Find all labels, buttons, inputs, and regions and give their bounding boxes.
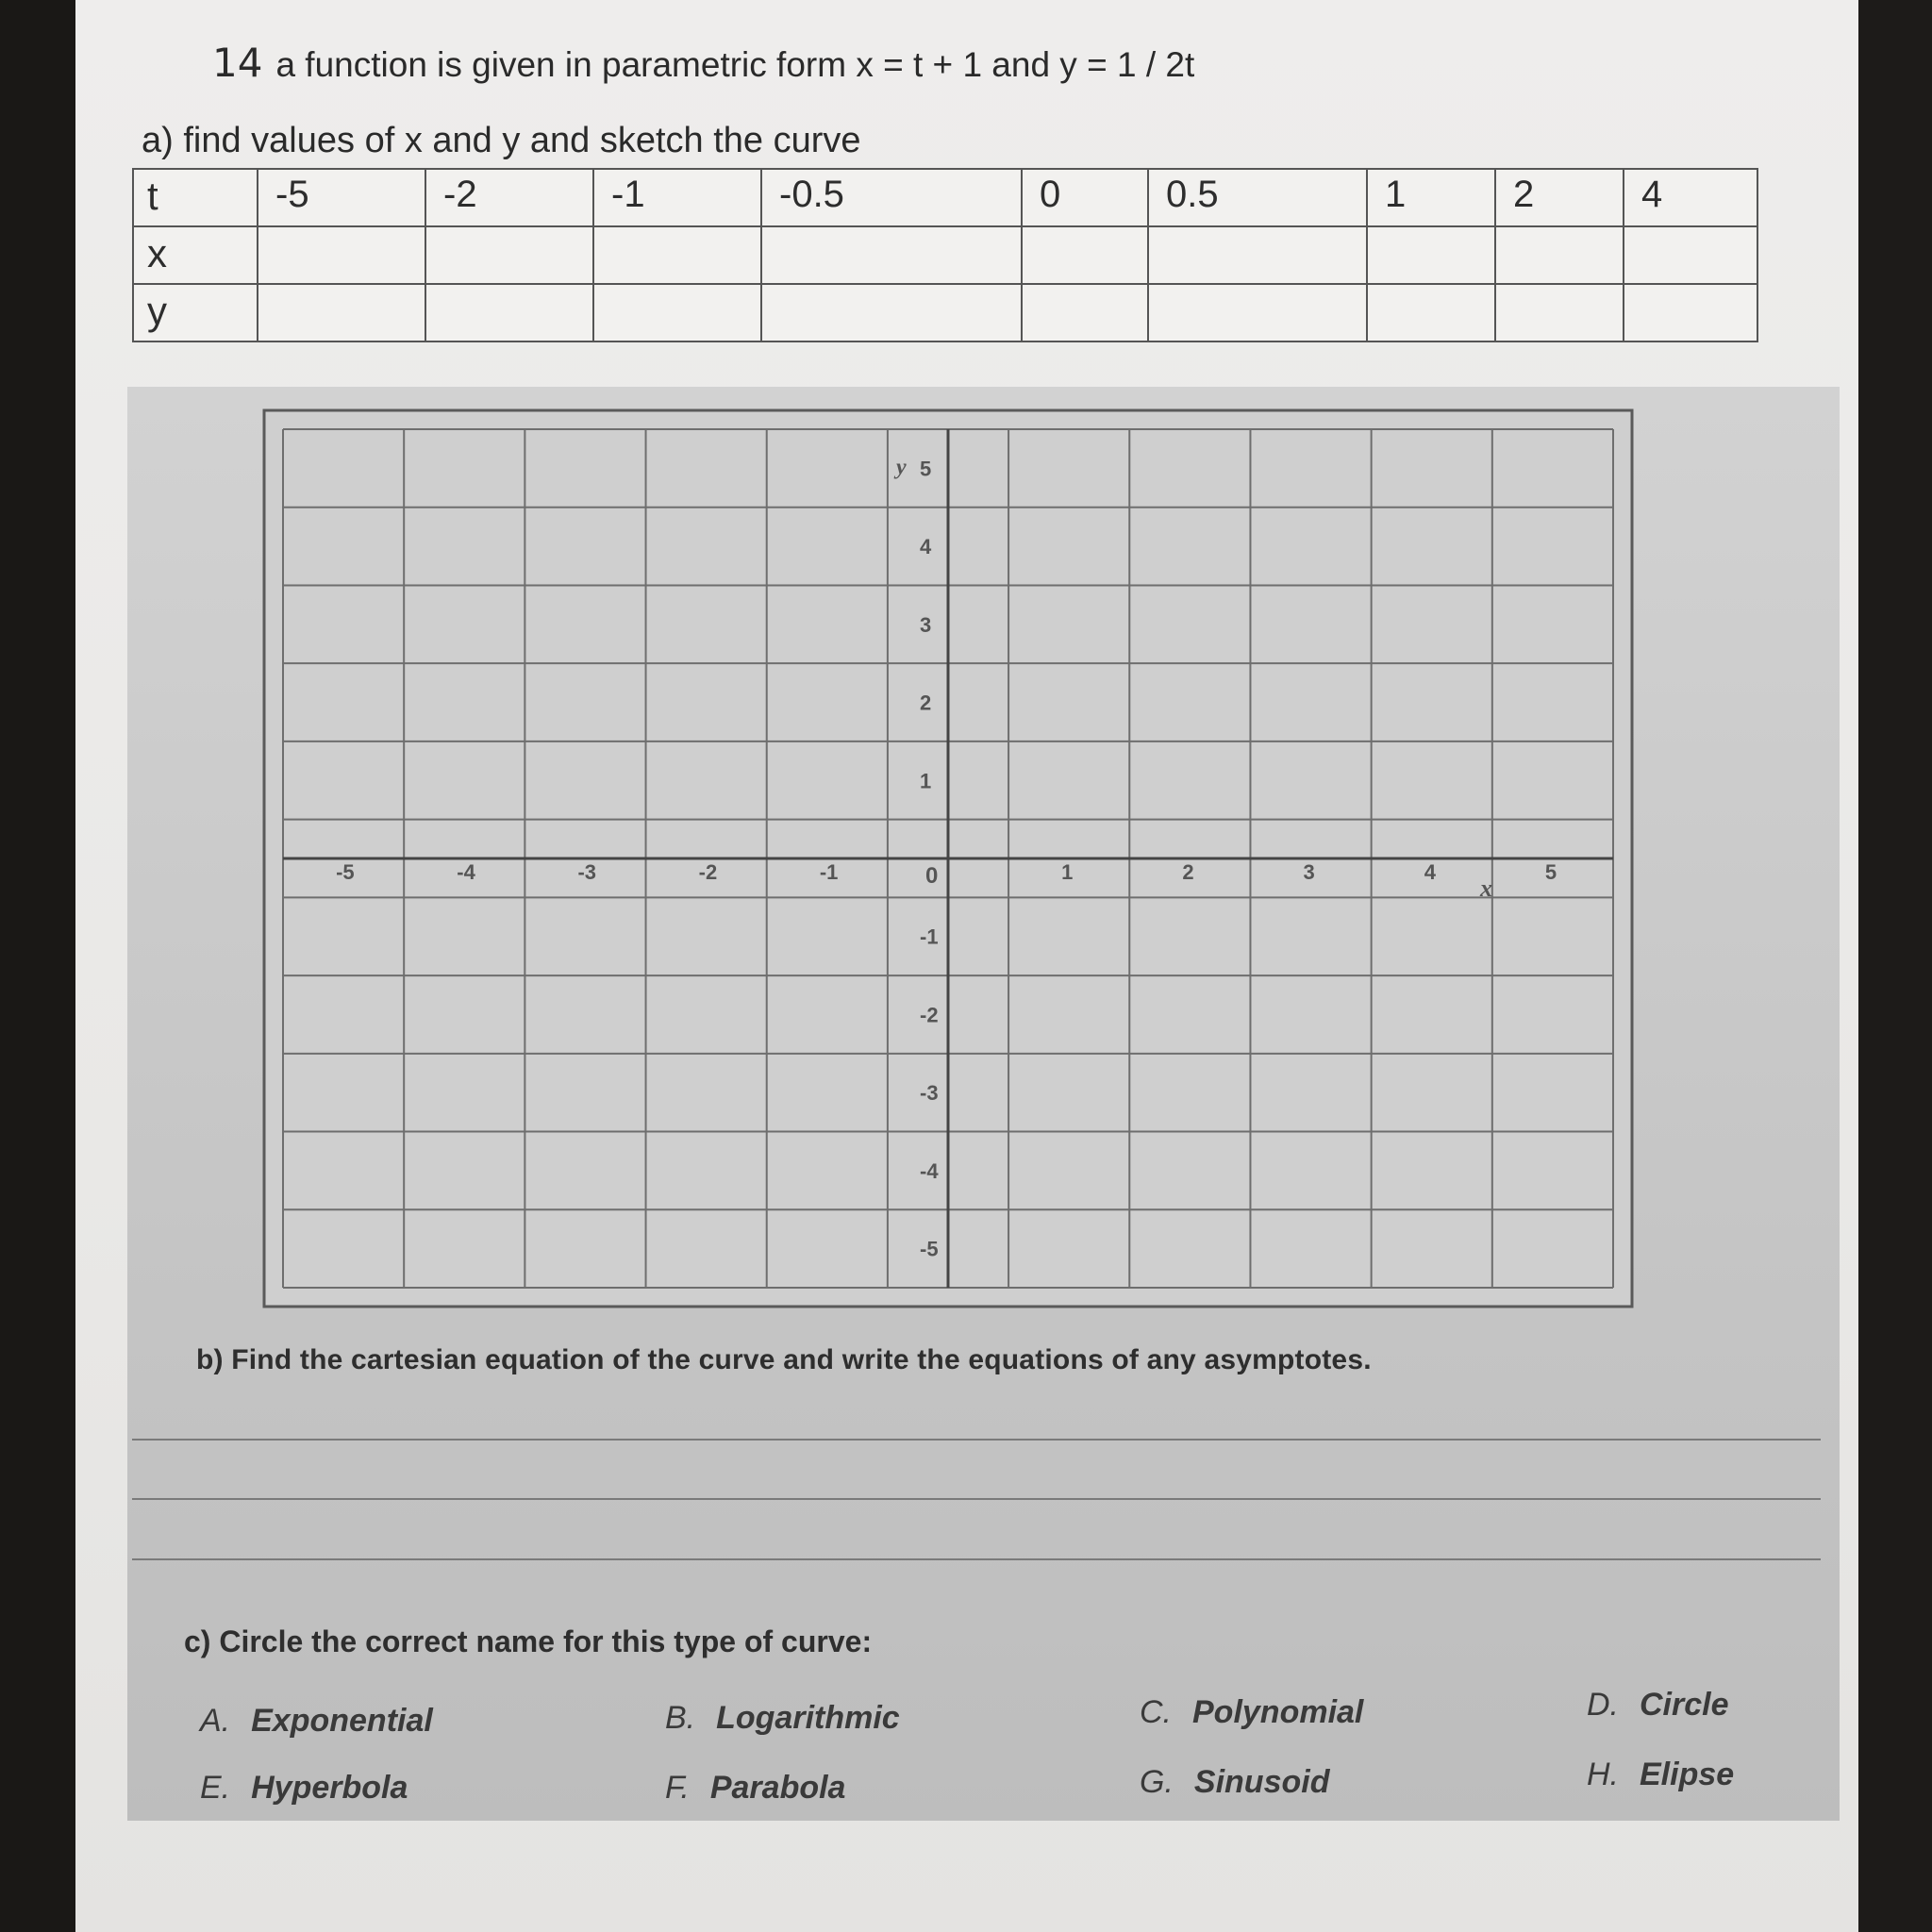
t-cell: -2 (425, 169, 593, 226)
option-g-sinusoid[interactable] (1140, 1764, 1329, 1801)
row-label-x: x (133, 226, 258, 284)
y-answer-cell[interactable] (1624, 284, 1757, 341)
y-answer-cell[interactable] (1367, 284, 1495, 341)
x-tick-label: 1 (1061, 860, 1074, 884)
option-e-hyperbola[interactable] (200, 1770, 408, 1807)
x-tick-label: -3 (577, 860, 597, 884)
option-label: Elipse (1640, 1757, 1735, 1792)
x-answer-cell[interactable] (1022, 226, 1148, 284)
t-cell: 2 (1495, 169, 1624, 226)
x-tick-label: -5 (336, 860, 355, 884)
values-table (132, 168, 1758, 342)
x-answer-cell[interactable] (1367, 226, 1495, 284)
option-label: Exponential (251, 1703, 433, 1739)
question-number: 14 (212, 40, 263, 86)
option-a-exponential[interactable] (200, 1703, 433, 1740)
part-b-instruction: b) Find the cartesian equation of the curve and write the equations of any asymptotes. (196, 1344, 1372, 1375)
option-h-elipse[interactable] (1587, 1757, 1734, 1793)
t-cell: 1 (1367, 169, 1495, 226)
y-axis-label: y (896, 455, 907, 480)
x-axis-label: x (1480, 874, 1492, 902)
y-answer-cell[interactable] (593, 284, 761, 341)
option-letter: E. (200, 1770, 231, 1806)
y-answer-cell[interactable] (1495, 284, 1624, 341)
origin-label: 0 (925, 863, 939, 889)
x-answer-cell[interactable] (1148, 226, 1367, 284)
option-label: Hyperbola (251, 1770, 408, 1806)
row-label-y: y (133, 284, 258, 341)
x-tick-label: 5 (1544, 860, 1557, 884)
option-label: Logarithmic (716, 1700, 900, 1736)
x-tick-label: 3 (1303, 860, 1315, 884)
option-letter: D. (1587, 1687, 1619, 1723)
y-tick-label: -2 (920, 1003, 939, 1027)
y-answer-cell[interactable] (258, 284, 425, 341)
y-tick-label: -4 (920, 1158, 939, 1183)
x-answer-cell[interactable] (593, 226, 761, 284)
y-tick-label: -3 (920, 1081, 939, 1106)
option-letter: C. (1140, 1694, 1172, 1730)
t-cell: -5 (258, 169, 425, 226)
t-cell: 4 (1624, 169, 1757, 226)
y-tick-label: 5 (920, 457, 932, 481)
option-letter: B. (665, 1700, 696, 1736)
option-letter: F. (665, 1770, 690, 1806)
row-label-t: t (133, 169, 258, 226)
x-tick-label: -4 (457, 860, 475, 884)
x-tick-label: -1 (819, 860, 839, 884)
option-letter: H. (1587, 1757, 1619, 1792)
answer-line-1[interactable] (132, 1439, 1821, 1441)
option-letter: A. (200, 1703, 231, 1739)
question-heading (212, 40, 1194, 86)
x-tick-label: 2 (1182, 860, 1194, 884)
x-answer-cell[interactable] (1624, 226, 1757, 284)
option-b-logarithmic[interactable] (665, 1700, 900, 1737)
y-answer-cell[interactable] (1148, 284, 1367, 341)
x-answer-cell[interactable] (258, 226, 425, 284)
x-answer-cell[interactable] (425, 226, 593, 284)
y-tick-label: 3 (920, 612, 932, 637)
table-row-y (133, 284, 1757, 341)
option-d-circle[interactable] (1587, 1687, 1729, 1724)
option-label: Parabola (709, 1770, 846, 1806)
y-tick-label: 4 (920, 535, 932, 559)
option-c-polynomial[interactable] (1140, 1694, 1363, 1731)
x-answer-cell[interactable] (761, 226, 1022, 284)
t-cell: -1 (593, 169, 761, 226)
question-text: a function is given in parametric form x = t + 1 and y = 1 / 2t (275, 45, 1195, 84)
y-answer-cell[interactable] (425, 284, 593, 341)
option-label: Sinusoid (1193, 1764, 1330, 1800)
t-cell: -0.5 (761, 169, 1022, 226)
part-c-instruction: c) Circle the correct name for this type of curve: (184, 1624, 873, 1658)
answer-line-2[interactable] (132, 1498, 1821, 1500)
x-answer-cell[interactable] (1495, 226, 1624, 284)
y-tick-label: -5 (920, 1237, 939, 1261)
y-tick-label: 2 (920, 691, 932, 715)
y-answer-cell[interactable] (1022, 284, 1148, 341)
x-tick-label: 4 (1424, 860, 1436, 884)
part-a-instruction: a) find values of x and y and sketch the curve (142, 121, 861, 160)
coordinate-grid[interactable] (255, 401, 1641, 1321)
option-label: Circle (1640, 1687, 1729, 1723)
y-answer-cell[interactable] (761, 284, 1022, 341)
option-f-parabola[interactable] (665, 1770, 845, 1807)
t-cell: 0.5 (1148, 169, 1367, 226)
t-cell: 0 (1022, 169, 1148, 226)
x-tick-label: -2 (698, 860, 718, 884)
table-row-t (133, 169, 1757, 226)
background-edge (1858, 0, 1932, 1932)
table-row-x (133, 226, 1757, 284)
answer-line-3[interactable] (132, 1558, 1821, 1560)
y-tick-label: -1 (920, 924, 939, 949)
option-letter: G. (1140, 1764, 1174, 1800)
option-label: Polynomial (1192, 1694, 1364, 1730)
y-tick-label: 1 (920, 769, 932, 793)
